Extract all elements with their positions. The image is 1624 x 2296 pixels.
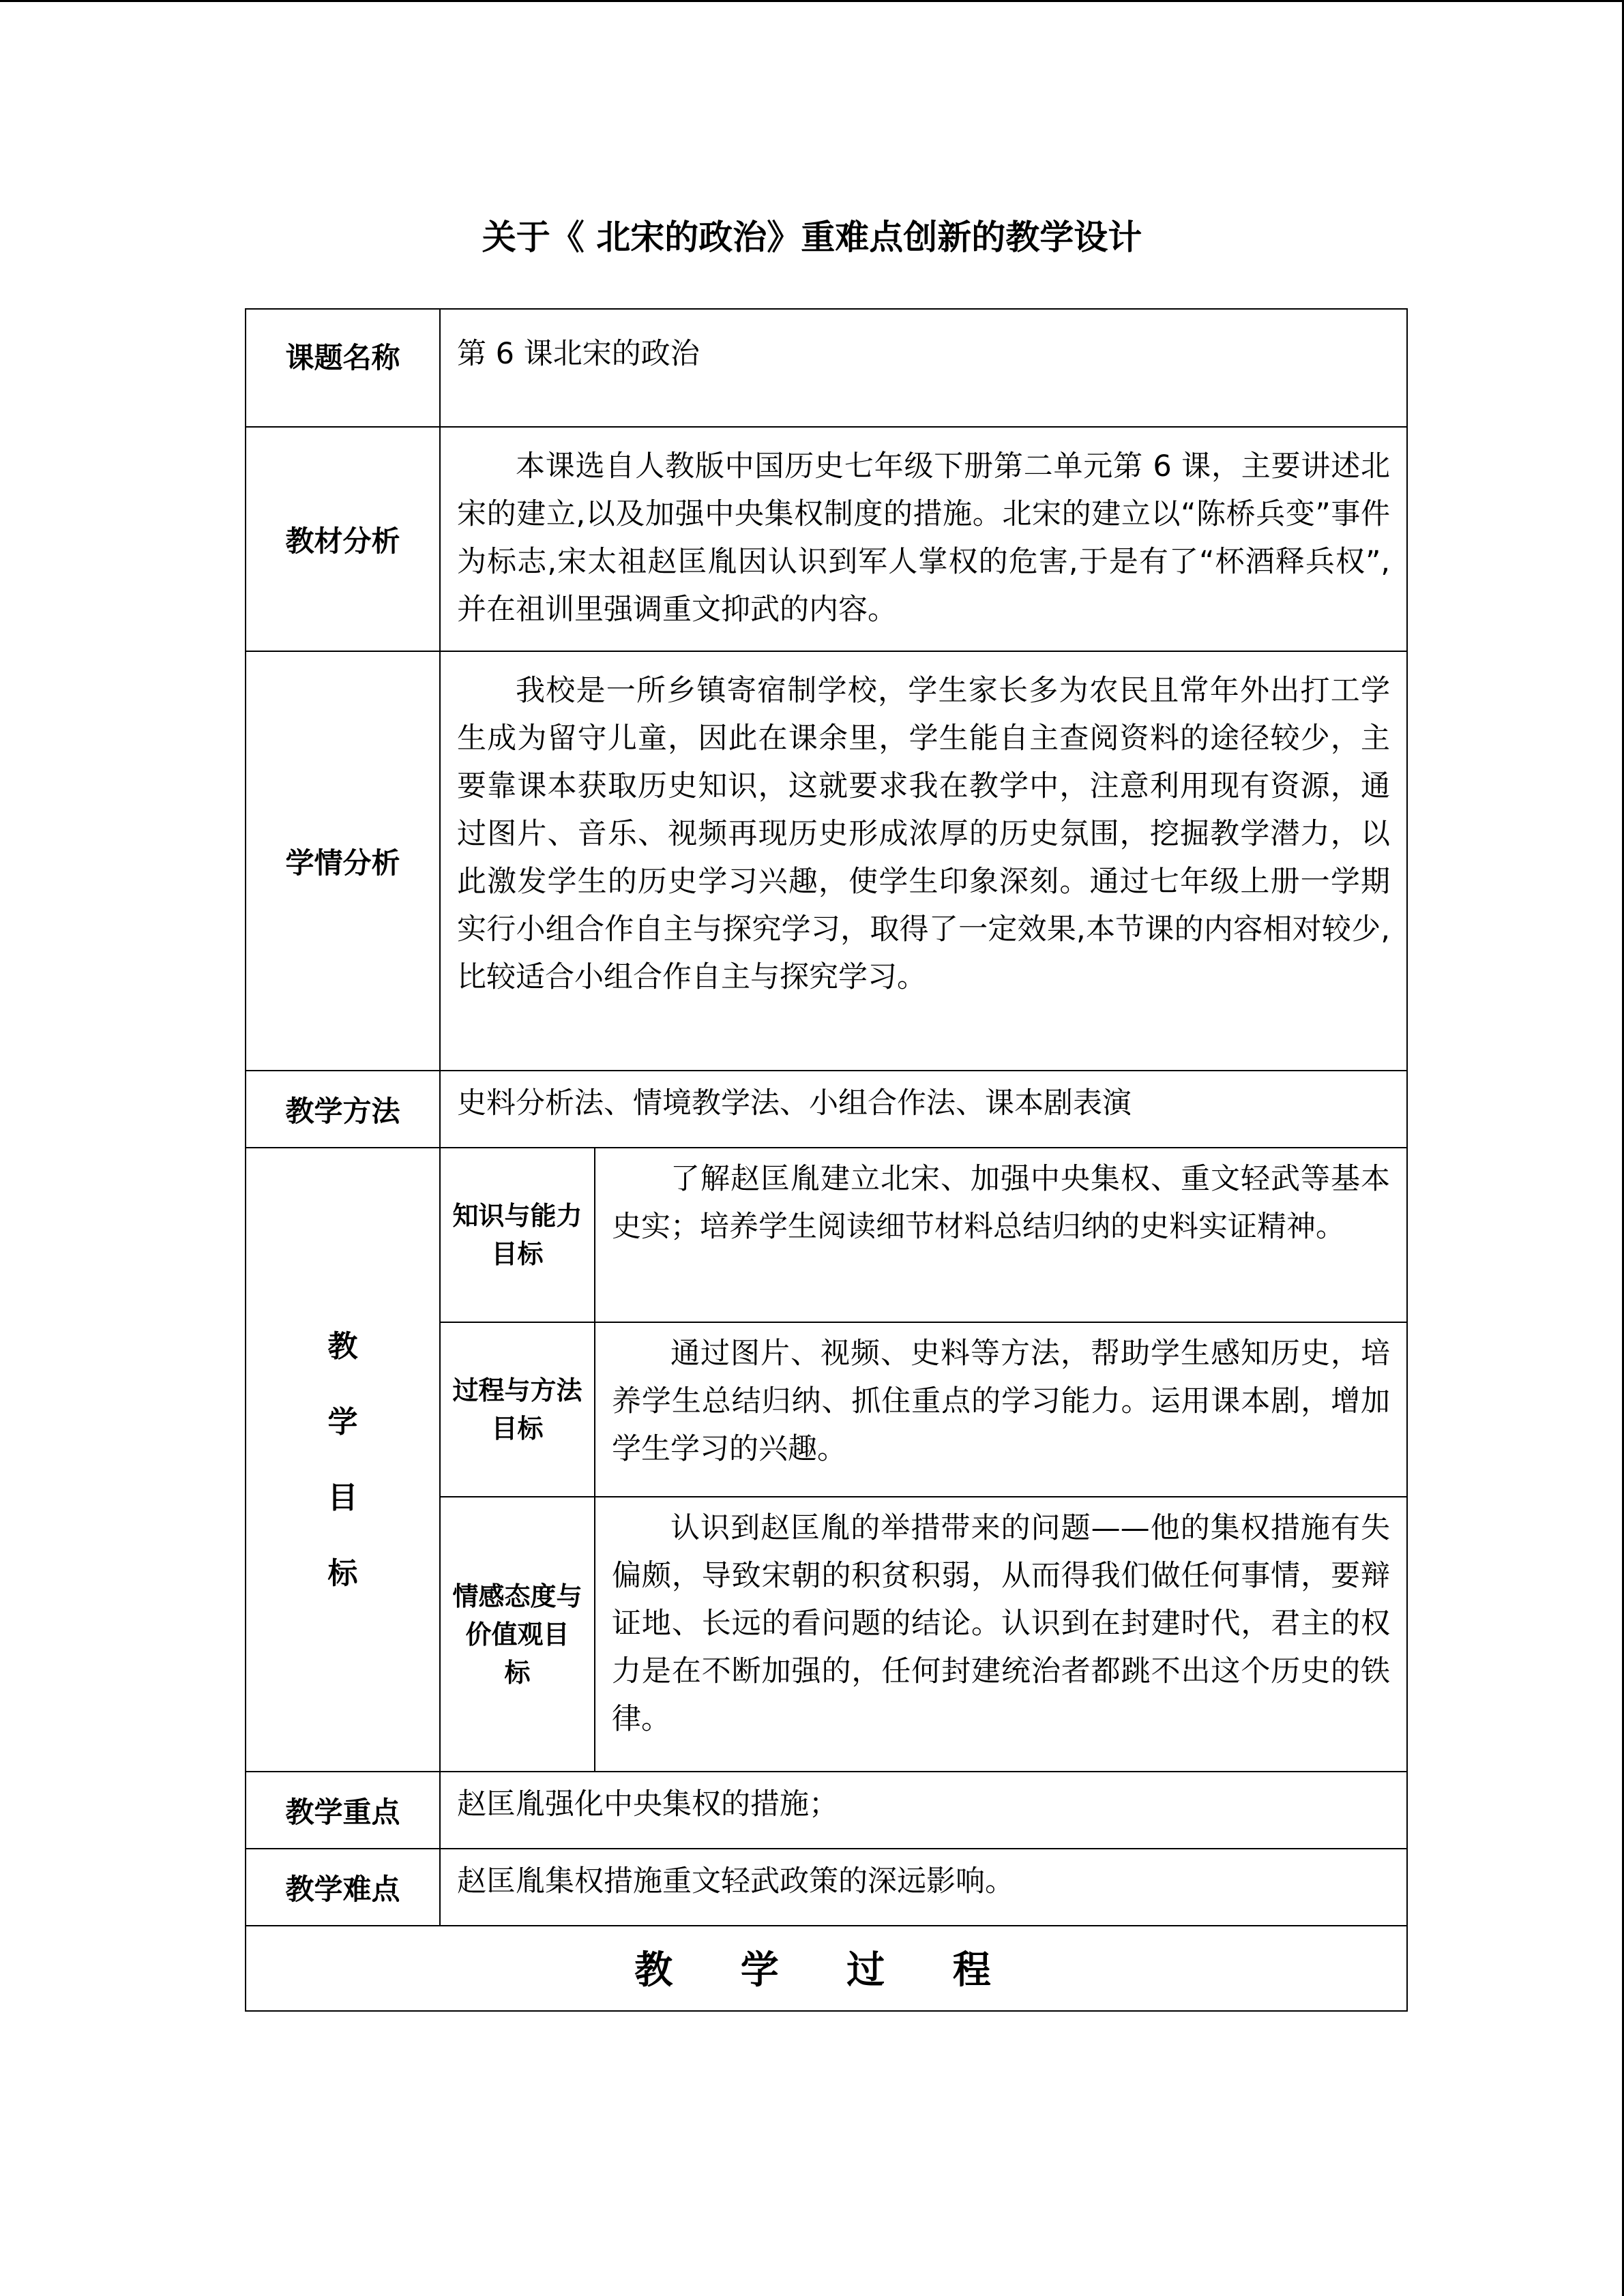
goals-label-char: 教: [327, 1328, 358, 1364]
difficulty-label: 教学难点: [246, 1849, 440, 1926]
row-method: [246, 1071, 1407, 1148]
material-label: 教材分析: [246, 427, 440, 651]
method-label: 教学方法: [246, 1071, 440, 1148]
topic-value: 第 6 课北宋的政治: [440, 309, 1407, 427]
goals-label: [246, 1148, 440, 1772]
goals-label-char: 标: [327, 1555, 358, 1591]
row-students: [246, 651, 1407, 1071]
difficulty-value: 赵匡胤集权措施重文轻武政策的深远影响。: [440, 1849, 1407, 1926]
emotion-goal-value: 认识到赵匡胤的举措带来的问题——他的集权措施有失偏颇，导致宋朝的积贫积弱，从而得我们做任何事情，要辩证地、长远的看问题的结论。认识到在封建时代，君主的权力是在不断加强的，任何封建统治者都跳不出这个历史的铁律。: [595, 1497, 1407, 1772]
row-goal-knowledge: [246, 1148, 1407, 1322]
process-goal-label: 过程与方法目标: [440, 1322, 595, 1497]
key-point-value: 赵匡胤强化中央集权的措施；: [440, 1772, 1407, 1849]
knowledge-goal-value: 了解赵匡胤建立北宋、加强中央集权、重文轻武等基本史实；培养学生阅读细节材料总结归纳的史料实证精神。: [595, 1148, 1407, 1322]
row-difficulty: [246, 1849, 1407, 1926]
row-material: [246, 427, 1407, 651]
document-title: 关于《 北宋的政治》重难点创新的教学设计: [482, 218, 1142, 257]
goals-label-char: 学: [327, 1404, 358, 1440]
goals-label-char: 目: [327, 1480, 358, 1515]
lesson-plan-table: [245, 308, 1408, 2012]
method-value: 史料分析法、情境教学法、小组合作法、课本剧表演: [440, 1071, 1407, 1148]
key-point-label: 教学重点: [246, 1772, 440, 1849]
topic-label: 课题名称: [246, 309, 440, 427]
row-process-header: [246, 1926, 1407, 2011]
knowledge-goal-label: 知识与能力目标: [440, 1148, 595, 1322]
row-topic: [246, 309, 1407, 427]
process-header: 教 学 过 程: [246, 1926, 1407, 2011]
students-value: 我校是一所乡镇寄宿制学校，学生家长多为农民且常年外出打工学生成为留守儿童，因此在课余里，学生能自主查阅资料的途径较少，主要靠课本获取历史知识，这就要求我在教学中，注意利用现有资源，通过图片、音乐、视频再现历史形成浓厚的历史氛围，挖掘教学潜力，以此激发学生的历史学习兴趣，使学生印象深刻。通过七年级上册一学期实行小组合作自主与探究学习，取得了一定效果,本节课的内容相对较少,比较适合小组合作自主与探究学习。: [440, 651, 1407, 1071]
row-key-point: [246, 1772, 1407, 1849]
material-value: 本课选自人教版中国历史七年级下册第二单元第 6 课，主要讲述北宋的建立,以及加强中央集权制度的措施。北宋的建立以“陈桥兵变”事件为标志,宋太祖赵匡胤因认识到军人掌权的危害,于是有了“杯酒释兵权”,并在祖训里强调重文抑武的内容。: [440, 427, 1407, 651]
page-border-top: [0, 0, 1624, 2]
emotion-goal-label: 情感态度与价值观目 标: [440, 1497, 595, 1772]
process-goal-value: 通过图片、视频、史料等方法，帮助学生感知历史，培养学生总结归纳、抓住重点的学习能力。运用课本剧，增加学生学习的兴趣。: [595, 1322, 1407, 1497]
students-label: 学情分析: [246, 651, 440, 1071]
